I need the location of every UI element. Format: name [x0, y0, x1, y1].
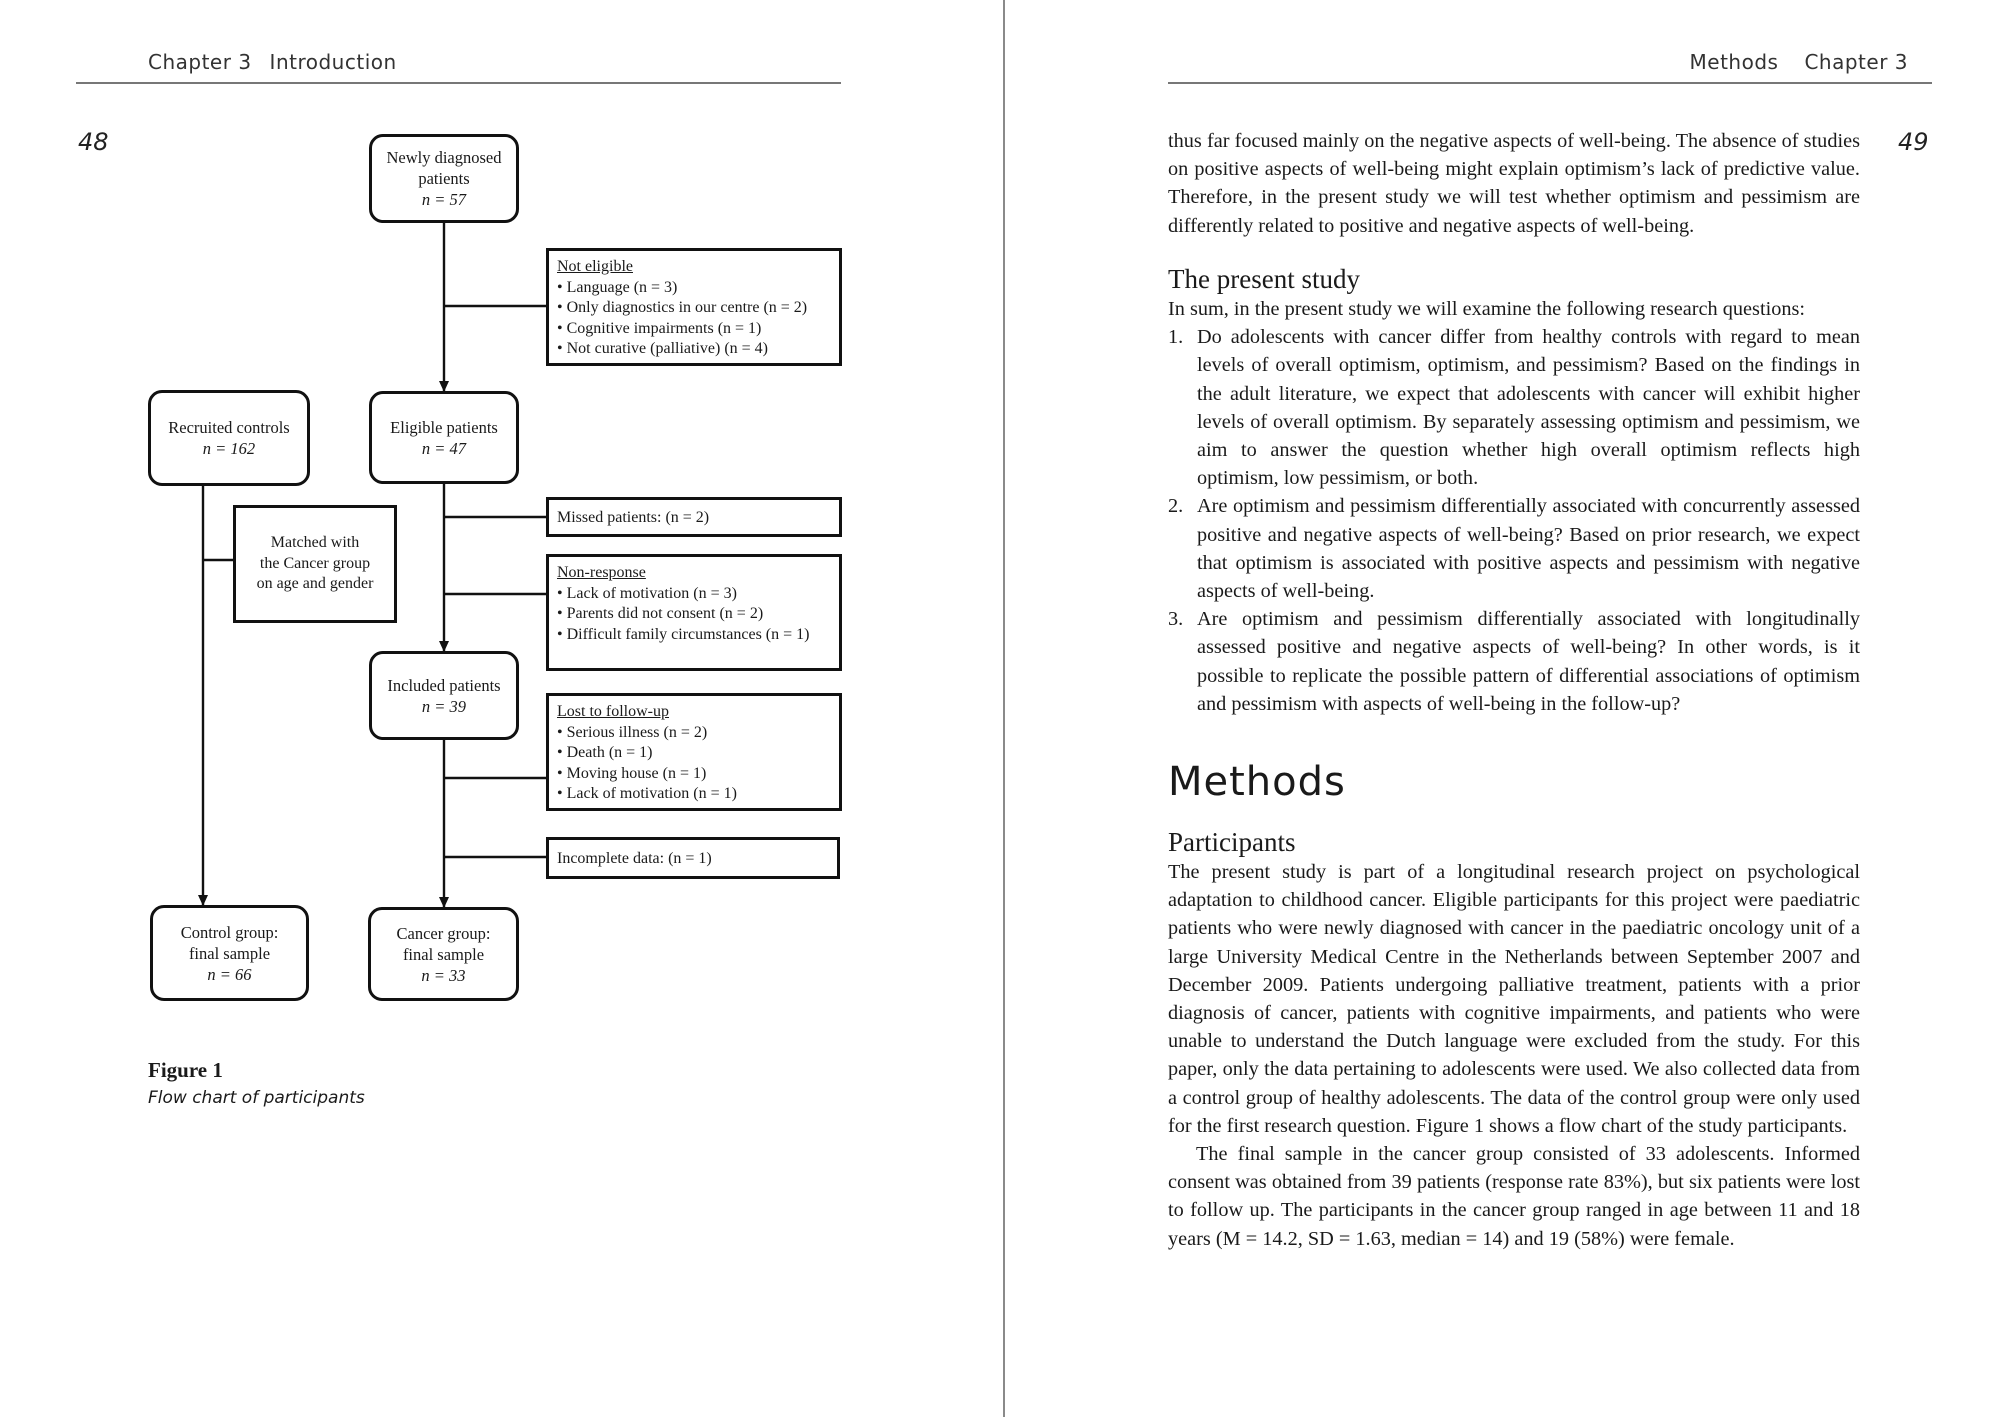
participants-text — [1168, 858, 1860, 1253]
box-title: Not eligible — [557, 258, 633, 275]
box-count: n = 162 — [202, 439, 256, 458]
box-count: n = 47 — [421, 438, 467, 458]
box-label: final sample — [402, 944, 485, 964]
box-label: Recruited controls — [168, 418, 290, 437]
running-head-chapter: Chapter 3 — [1804, 50, 1908, 74]
box-count: n = 39 — [421, 696, 467, 716]
list-item: • Lack of motivation (n = 1) — [557, 784, 831, 805]
box-title: Lost to follow-up — [557, 703, 669, 720]
box-label: Matched with — [270, 534, 360, 552]
incomplete-data-box — [546, 837, 840, 879]
box-count: n = 33 — [421, 965, 466, 985]
body-paragraph: The present study is part of a longitudinal research project on psychological adaptation to childhood cancer. Eligible participants for this project were paediatric patients who were newly diagnosed with cancer in the paediatric oncology unit of a large University Medical Centre in the Netherlands between September 2007 and December 2009. Patients undergoing palliative treatment, patients with a prior diagnosis of cancer, patients with cognitive impairments, and patients who were unable to understand the Dutch language were excluded from the study. For this paper, only the data pertaining to adolescents were used. We also collected data from a control group of healthy adolescents. The data of the control group were only used for the first research question. Figure 1 shows a flow chart of the study participants. — [1168, 861, 1860, 1137]
question-text: Are optimism and pessimism differentially associated with concurrently assessed positive and negative aspects of well-being? Based on prior research, we expect that optimism is associated with positive aspects and pessimism with negative aspects of well-being. — [1197, 495, 1860, 603]
intro-paragraph — [1168, 127, 1860, 240]
question-number: 3. — [1168, 608, 1184, 631]
research-question — [1168, 323, 1860, 492]
research-question — [1168, 492, 1860, 605]
question-text: Are optimism and pessimism differentially associated with longitudinally assessed positive and negative aspects of well-being? In other words, is it possible to replicate the possible pattern of differential associations of optimism and pessimism with aspects of well-being in the follow-up? — [1197, 608, 1860, 715]
running-head-right — [1664, 50, 1908, 74]
box-count: n = 66 — [207, 964, 252, 984]
list-item: • Language (n = 3) — [557, 278, 831, 299]
box-label: Newly diagnosed — [386, 148, 502, 167]
list-item: • Parents did not consent (n = 2) — [557, 604, 831, 625]
list-item: • Not curative (palliative) (n = 4) — [557, 339, 831, 360]
box-label: Included patients — [387, 675, 501, 695]
included-patients-box — [369, 651, 519, 740]
body-paragraph: The final sample in the cancer group consisted of 33 adolescents. Informed consent was obtained from 39 patients (response rate 83%), but six patients were lost to follow up. The participants in the cancer group ranged in age between 11 and 18 years (M = 14.2, SD = 1.63, median = 14) and 19 (58%) were female. — [1168, 1143, 1860, 1250]
running-head-section: Methods — [1689, 50, 1779, 74]
list-item: • Lack of motivation (n = 3) — [557, 584, 831, 605]
missed-patients-box — [546, 497, 842, 537]
box-label: on age and gender — [256, 575, 374, 593]
list-item: • Moving house (n = 1) — [557, 764, 831, 785]
header-rule-right — [1168, 82, 1932, 84]
box-count: n = 57 — [421, 190, 467, 209]
lost-to-follow-up-box — [546, 693, 842, 811]
box-label: the Cancer group — [259, 554, 371, 572]
figure-caption: Flow chart of participants — [148, 1088, 365, 1108]
list-item: • Cognitive impairments (n = 1) — [557, 319, 831, 340]
running-head-chapter: Chapter 3 — [148, 50, 252, 74]
list-item: • Difficult family circumstances (n = 1) — [557, 625, 831, 646]
box-label: final sample — [188, 943, 271, 963]
list-item: • Serious illness (n = 2) — [557, 723, 831, 744]
research-question — [1168, 605, 1860, 718]
eligible-patients-box — [369, 391, 519, 484]
non-response-box — [546, 554, 842, 671]
participants-heading: Participants — [1168, 827, 1296, 857]
page-gutter — [1003, 0, 1005, 1417]
box-label: Missed patients: (n = 2) — [557, 509, 710, 526]
box-title: Non-response — [557, 564, 646, 581]
body-paragraph: thus far focused mainly on the negative aspects of well-being. The absence of studies on positive aspects of well-being might explain optimism’s lack of predictive value. Therefore, in the present study we will test whether optimism and pessimism are differently related to positive and negative aspects of well-being. — [1168, 130, 1860, 237]
box-label: Cancer group: — [396, 923, 491, 943]
page-number-left: 48 — [78, 128, 109, 156]
control-group-box — [150, 905, 309, 1001]
matched-box — [233, 505, 397, 623]
box-label: Eligible patients — [390, 417, 498, 437]
research-questions-lead: In sum, in the present study we will examine the following research questions: — [1168, 298, 1806, 320]
flow-chart — [0, 0, 1000, 1417]
box-label: Control group: — [180, 922, 279, 942]
not-eligible-box — [546, 248, 842, 366]
newly-diagnosed-box — [369, 134, 519, 223]
cancer-group-box — [368, 907, 519, 1001]
figure-label: Figure 1 — [148, 1058, 223, 1082]
list-item: • Only diagnostics in our centre (n = 2) — [557, 298, 831, 319]
question-number: 2. — [1168, 495, 1184, 518]
recruited-controls-box — [148, 390, 310, 486]
question-text: Do adolescents with cancer differ from healthy controls with regard to mean levels of overall optimism, optimism, and pessimism? Based on the findings in the adult literature, we expect that adolescents with cancer will exhibit higher levels of overall optimism. By separately assessing optimism and pessimism, we aim to answer the question whether high overall optimism reflects high optimism, low pessimism, or both. — [1197, 326, 1860, 490]
methods-heading: Methods — [1168, 759, 1346, 805]
box-label: Incomplete data: (n = 1) — [557, 850, 712, 867]
box-label: patients — [418, 169, 470, 188]
page-number-right: 49 — [1898, 128, 1929, 156]
list-item: • Death (n = 1) — [557, 743, 831, 764]
question-number: 1. — [1168, 326, 1184, 349]
present-study-heading: The present study — [1168, 264, 1360, 294]
running-head-section: Introduction — [269, 50, 397, 74]
research-questions — [1168, 295, 1860, 718]
